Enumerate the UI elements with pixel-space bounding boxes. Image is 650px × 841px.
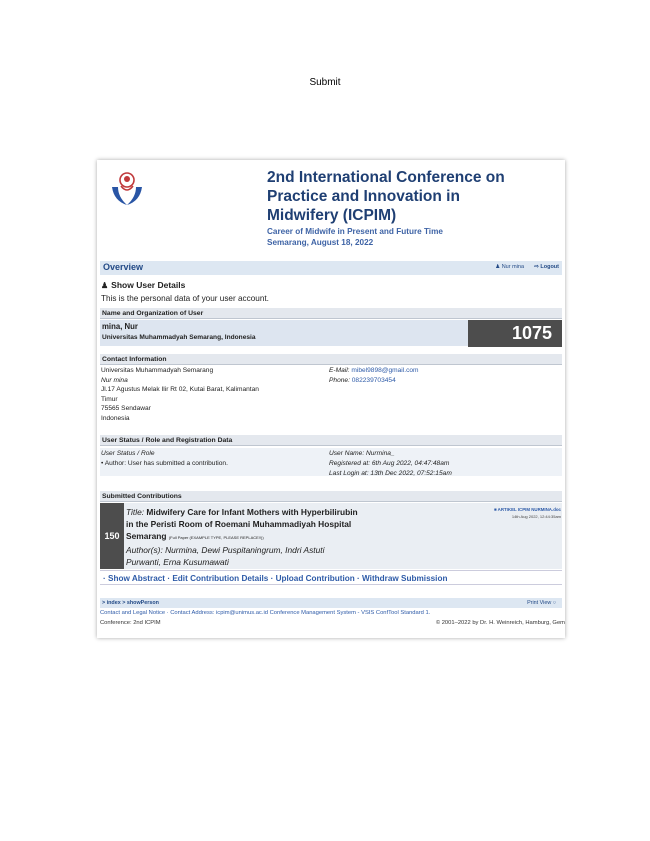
footer-contact[interactable]: Contact and Legal Notice · Contact Address: icpim@unimus.ac.id Conference Management System - VSIS ConfTool Standard 1. bbox=[100, 610, 431, 616]
email-link[interactable]: mibel9898@gmail.com bbox=[351, 367, 419, 374]
status-role: User Status / Role • Author: User has submitted a contribution. bbox=[101, 450, 228, 467]
conference-logo bbox=[110, 169, 144, 209]
section-contact: Contact Information bbox=[100, 354, 562, 365]
user-id-badge: 1075 bbox=[468, 320, 562, 347]
breadcrumb[interactable]: > index > showPerson bbox=[102, 600, 159, 606]
user-link[interactable]: ♟ Nur mina bbox=[495, 264, 524, 270]
footer-copyright: © 2001–2022 by Dr. H. Weinreich, Hamburg, Gem bbox=[435, 620, 565, 626]
overview-title: Overview bbox=[103, 262, 144, 272]
print-view-link[interactable]: Print View ○ bbox=[527, 600, 556, 606]
contact-details: E-Mail: mibel9898@gmail.com Phone: 082239703454 bbox=[329, 367, 419, 384]
section-submitted: Submitted Contributions bbox=[100, 491, 562, 502]
conftool-screenshot bbox=[97, 160, 565, 638]
upload-link[interactable]: Upload Contribution bbox=[275, 574, 355, 583]
print-icon: ○ bbox=[552, 600, 556, 606]
show-user-heading: ♟ Show User Details bbox=[101, 280, 186, 290]
conference-title: 2nd International Conference on Practice and Innovation in Midwifery (ICPIM) bbox=[267, 169, 505, 224]
logout-link[interactable]: ⇨ Logout bbox=[534, 264, 559, 270]
page-heading: Submit bbox=[309, 77, 341, 88]
section-name-org: Name and Organization of User bbox=[100, 308, 562, 319]
phone-link[interactable]: 082239703454 bbox=[351, 376, 396, 384]
conference-subtitle: Career of Midwife in Present and Future Time Semarang, August 18, 2022 bbox=[267, 227, 443, 247]
logout-icon: ⇨ bbox=[534, 264, 541, 270]
contribution-actions: · Show Abstract · Edit Contribution Details · Upload Contribution · Withdraw Submission bbox=[100, 570, 562, 585]
document-icon: ■ bbox=[493, 507, 498, 512]
contribution-id: 150 bbox=[100, 503, 124, 569]
contribution-file[interactable]: ■ ARTIKEL ICPIM NURMINA.doc 14th Aug 2022, 12:44:35am bbox=[493, 507, 561, 519]
contact-address: Universitas Muhammadyah Semarang Nur mina Jl.17 Agustus Melak Ilir Rt 02, Kutai Barat, Kalimantan Timur 75565 Sendawar Indonesia bbox=[101, 367, 259, 422]
personal-note: This is the personal data of your user account. bbox=[101, 294, 269, 303]
footer-breadcrumb-bar bbox=[100, 598, 562, 608]
contribution-info: Title: Midwifery Care for Infant Mothers with Hyperbilirubin in the Peristi Room of Roemani Muhammadiyah Hospital Semarang (Full Paper (EXAMPLE TYPE, PLEASE REPLACE!!)) Author(s): Nurmina, Dewi Puspitaningrum, Indri Astuti Purwanti, Erna Kusumawati bbox=[126, 507, 358, 567]
footer-conference[interactable]: Conference: 2nd ICPIM bbox=[100, 620, 161, 626]
user-icon: ♟ bbox=[495, 264, 502, 270]
user-name: mina, Nur bbox=[102, 322, 138, 331]
edit-details-link[interactable]: Edit Contribution Details bbox=[172, 574, 269, 583]
overview-bar bbox=[100, 261, 562, 275]
withdraw-link[interactable]: Withdraw Submission bbox=[362, 574, 448, 583]
user-organization: Universitas Muhammadyah Semarang, Indonesia bbox=[102, 334, 256, 341]
section-status: User Status / Role and Registration Data bbox=[100, 435, 562, 446]
show-abstract-link[interactable]: Show Abstract bbox=[108, 574, 166, 583]
users-icon: ♟ bbox=[101, 281, 109, 290]
user-name-box bbox=[100, 320, 468, 346]
status-registration: User Name: Nurmina_ Registered at: 6th Aug 2022, 04:47:48am Last Login at: 13th Dec 2022, 07:52:15am bbox=[329, 450, 452, 477]
